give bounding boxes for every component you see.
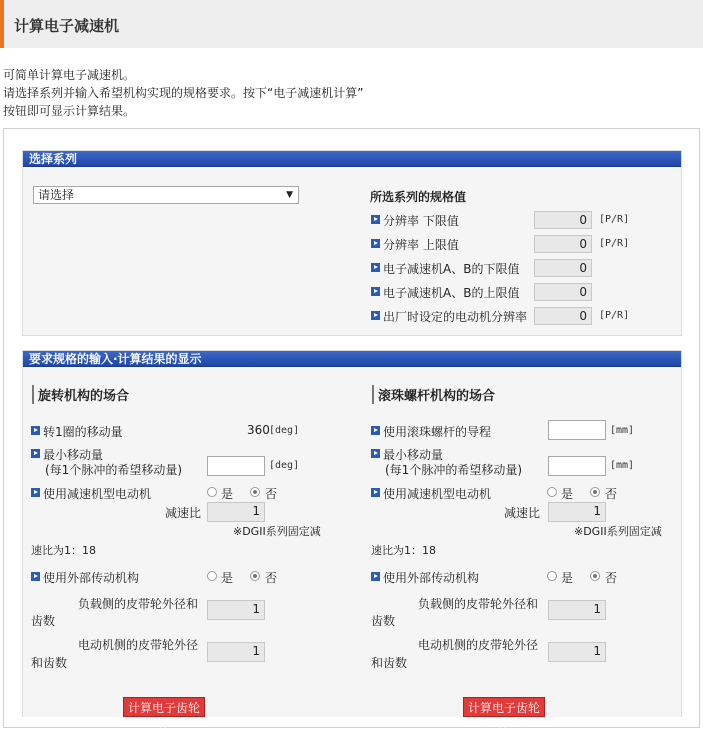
spec-label: 电子减速机A、B的上限值	[383, 286, 520, 300]
spec-label: 电子减速机A、B的下限值	[383, 262, 520, 276]
load-pulley-value: 1	[548, 600, 606, 620]
input-section-title: 要求规格的输入·计算结果的显示	[23, 351, 681, 367]
bullet-icon	[31, 572, 40, 581]
spec-unit: [P/R]	[599, 238, 630, 249]
ext-mech-no-radio[interactable]	[590, 571, 600, 581]
lead-label: 使用滚珠螺杆的导程	[383, 425, 492, 439]
bullet-icon	[371, 488, 380, 497]
motor-pulley-value: 1	[548, 642, 606, 662]
min-move-sub: (每1个脉冲的希望移动量)	[45, 463, 182, 477]
ext-mech-label: 使用外部传动机构	[43, 571, 140, 585]
dg-note: ※DGII系列固定减	[574, 525, 662, 538]
radio-no-label: 否	[605, 571, 618, 585]
ext-mech-no-radio[interactable]	[250, 571, 260, 581]
gear-motor-yes-radio[interactable]	[547, 487, 557, 497]
ext-mech-yes-radio[interactable]	[547, 571, 557, 581]
load-pulley-value: 1	[207, 600, 265, 620]
radio-no-label: 否	[265, 571, 278, 585]
intro-line-2: 请选择系列并输入希望机构实现的规格要求。按下“电子减速机计算”	[3, 86, 364, 100]
page-header	[0, 0, 703, 48]
min-move-unit: [deg]	[269, 460, 300, 471]
ratio-value: 1	[548, 502, 606, 522]
calc-gear-ratio-button[interactable]: 计算电子齿轮比	[123, 697, 205, 717]
min-move-input[interactable]	[548, 456, 606, 476]
series-section-title: 选择系列	[23, 151, 681, 167]
chevron-down-icon: ▼	[286, 190, 293, 200]
motor-pulley-label: 电动机侧的皮带轮外径	[78, 638, 199, 652]
load-pulley-label: 负载侧的皮带轮外径和	[78, 597, 199, 611]
load-pulley-label-2: 齿数	[371, 614, 396, 628]
dg-note-2: 速比为1：18	[31, 544, 96, 557]
spec-unit: [P/R]	[599, 214, 630, 225]
bullet-icon	[371, 287, 380, 296]
ext-mech-yes-radio[interactable]	[207, 571, 217, 581]
spec-value: 0	[534, 259, 592, 277]
spec-value: 0	[534, 307, 592, 325]
ratio-label: 减速比	[504, 506, 541, 520]
spec-label: 分辨率 下限值	[383, 214, 459, 228]
bullet-icon	[31, 488, 40, 497]
load-pulley-label: 负载侧的皮带轮外径和	[418, 597, 539, 611]
intro-line-1: 可简单计算电子减速机。	[3, 68, 136, 82]
page-title: 计算电子减速机	[14, 17, 120, 35]
gear-motor-no-radio[interactable]	[590, 487, 600, 497]
gear-motor-label: 使用减速机型电动机	[383, 487, 492, 501]
spec-unit: [P/R]	[599, 310, 630, 321]
spec-value: 0	[534, 211, 592, 229]
calc-gear-ratio-button[interactable]: 计算电子齿轮比	[463, 697, 545, 717]
radio-yes-label: 是	[221, 571, 234, 585]
series-select-value: 请选择	[38, 188, 75, 202]
gear-motor-yes-radio[interactable]	[207, 487, 217, 497]
bullet-icon	[371, 572, 380, 581]
lead-unit: [mm]	[610, 425, 635, 436]
bullet-icon	[371, 239, 380, 248]
min-move-unit: [mm]	[610, 460, 635, 471]
motor-pulley-label-2: 和齿数	[371, 656, 408, 670]
ratio-value: 1	[207, 502, 265, 522]
dg-note: ※DGII系列固定减	[233, 525, 321, 538]
radio-yes-label: 是	[221, 487, 234, 501]
bullet-icon	[371, 426, 380, 435]
dg-note-2: 速比为1：18	[371, 544, 436, 557]
load-pulley-label-2: 齿数	[31, 614, 56, 628]
gear-motor-label: 使用减速机型电动机	[43, 487, 152, 501]
radio-no-label: 否	[605, 487, 618, 501]
intro-line-3: 按钮即可显示计算结果。	[3, 104, 136, 118]
spec-value: 0	[534, 235, 592, 253]
motor-pulley-label-2: 和齿数	[31, 656, 68, 670]
bullet-icon	[371, 215, 380, 224]
move-per-rev-unit: [deg]	[269, 425, 300, 436]
radio-no-label: 否	[265, 487, 278, 501]
lead-input[interactable]	[548, 420, 606, 440]
bullet-icon	[31, 449, 40, 458]
rotary-subtitle: 旋转机构的场合	[32, 385, 129, 404]
move-per-rev-label: 转1圈的移动量	[43, 425, 123, 439]
gear-motor-no-radio[interactable]	[250, 487, 260, 497]
min-move-label: 最小移动量	[43, 448, 104, 462]
bullet-icon	[371, 311, 380, 320]
spec-label: 分辨率 上限值	[383, 238, 459, 252]
move-per-rev-value: 360	[247, 423, 270, 437]
motor-pulley-label: 电动机侧的皮带轮外径	[418, 638, 539, 652]
spec-label: 出厂时设定的电动机分辨率	[383, 310, 528, 324]
bullet-icon	[31, 426, 40, 435]
radio-yes-label: 是	[561, 571, 574, 585]
ballscrew-subtitle: 滚珠螺杆机构的场合	[372, 385, 495, 404]
ratio-label: 减速比	[165, 506, 202, 520]
ext-mech-label: 使用外部传动机构	[383, 571, 480, 585]
min-move-label: 最小移动量	[383, 448, 444, 462]
radio-yes-label: 是	[561, 487, 574, 501]
min-move-input[interactable]	[207, 456, 265, 476]
bullet-icon	[371, 449, 380, 458]
spec-value: 0	[534, 283, 592, 301]
series-select[interactable]	[33, 186, 299, 204]
bullet-icon	[371, 263, 380, 272]
spec-title: 所选系列的规格值	[370, 190, 467, 204]
motor-pulley-value: 1	[207, 642, 265, 662]
min-move-sub: (每1个脉冲的希望移动量)	[385, 463, 522, 477]
